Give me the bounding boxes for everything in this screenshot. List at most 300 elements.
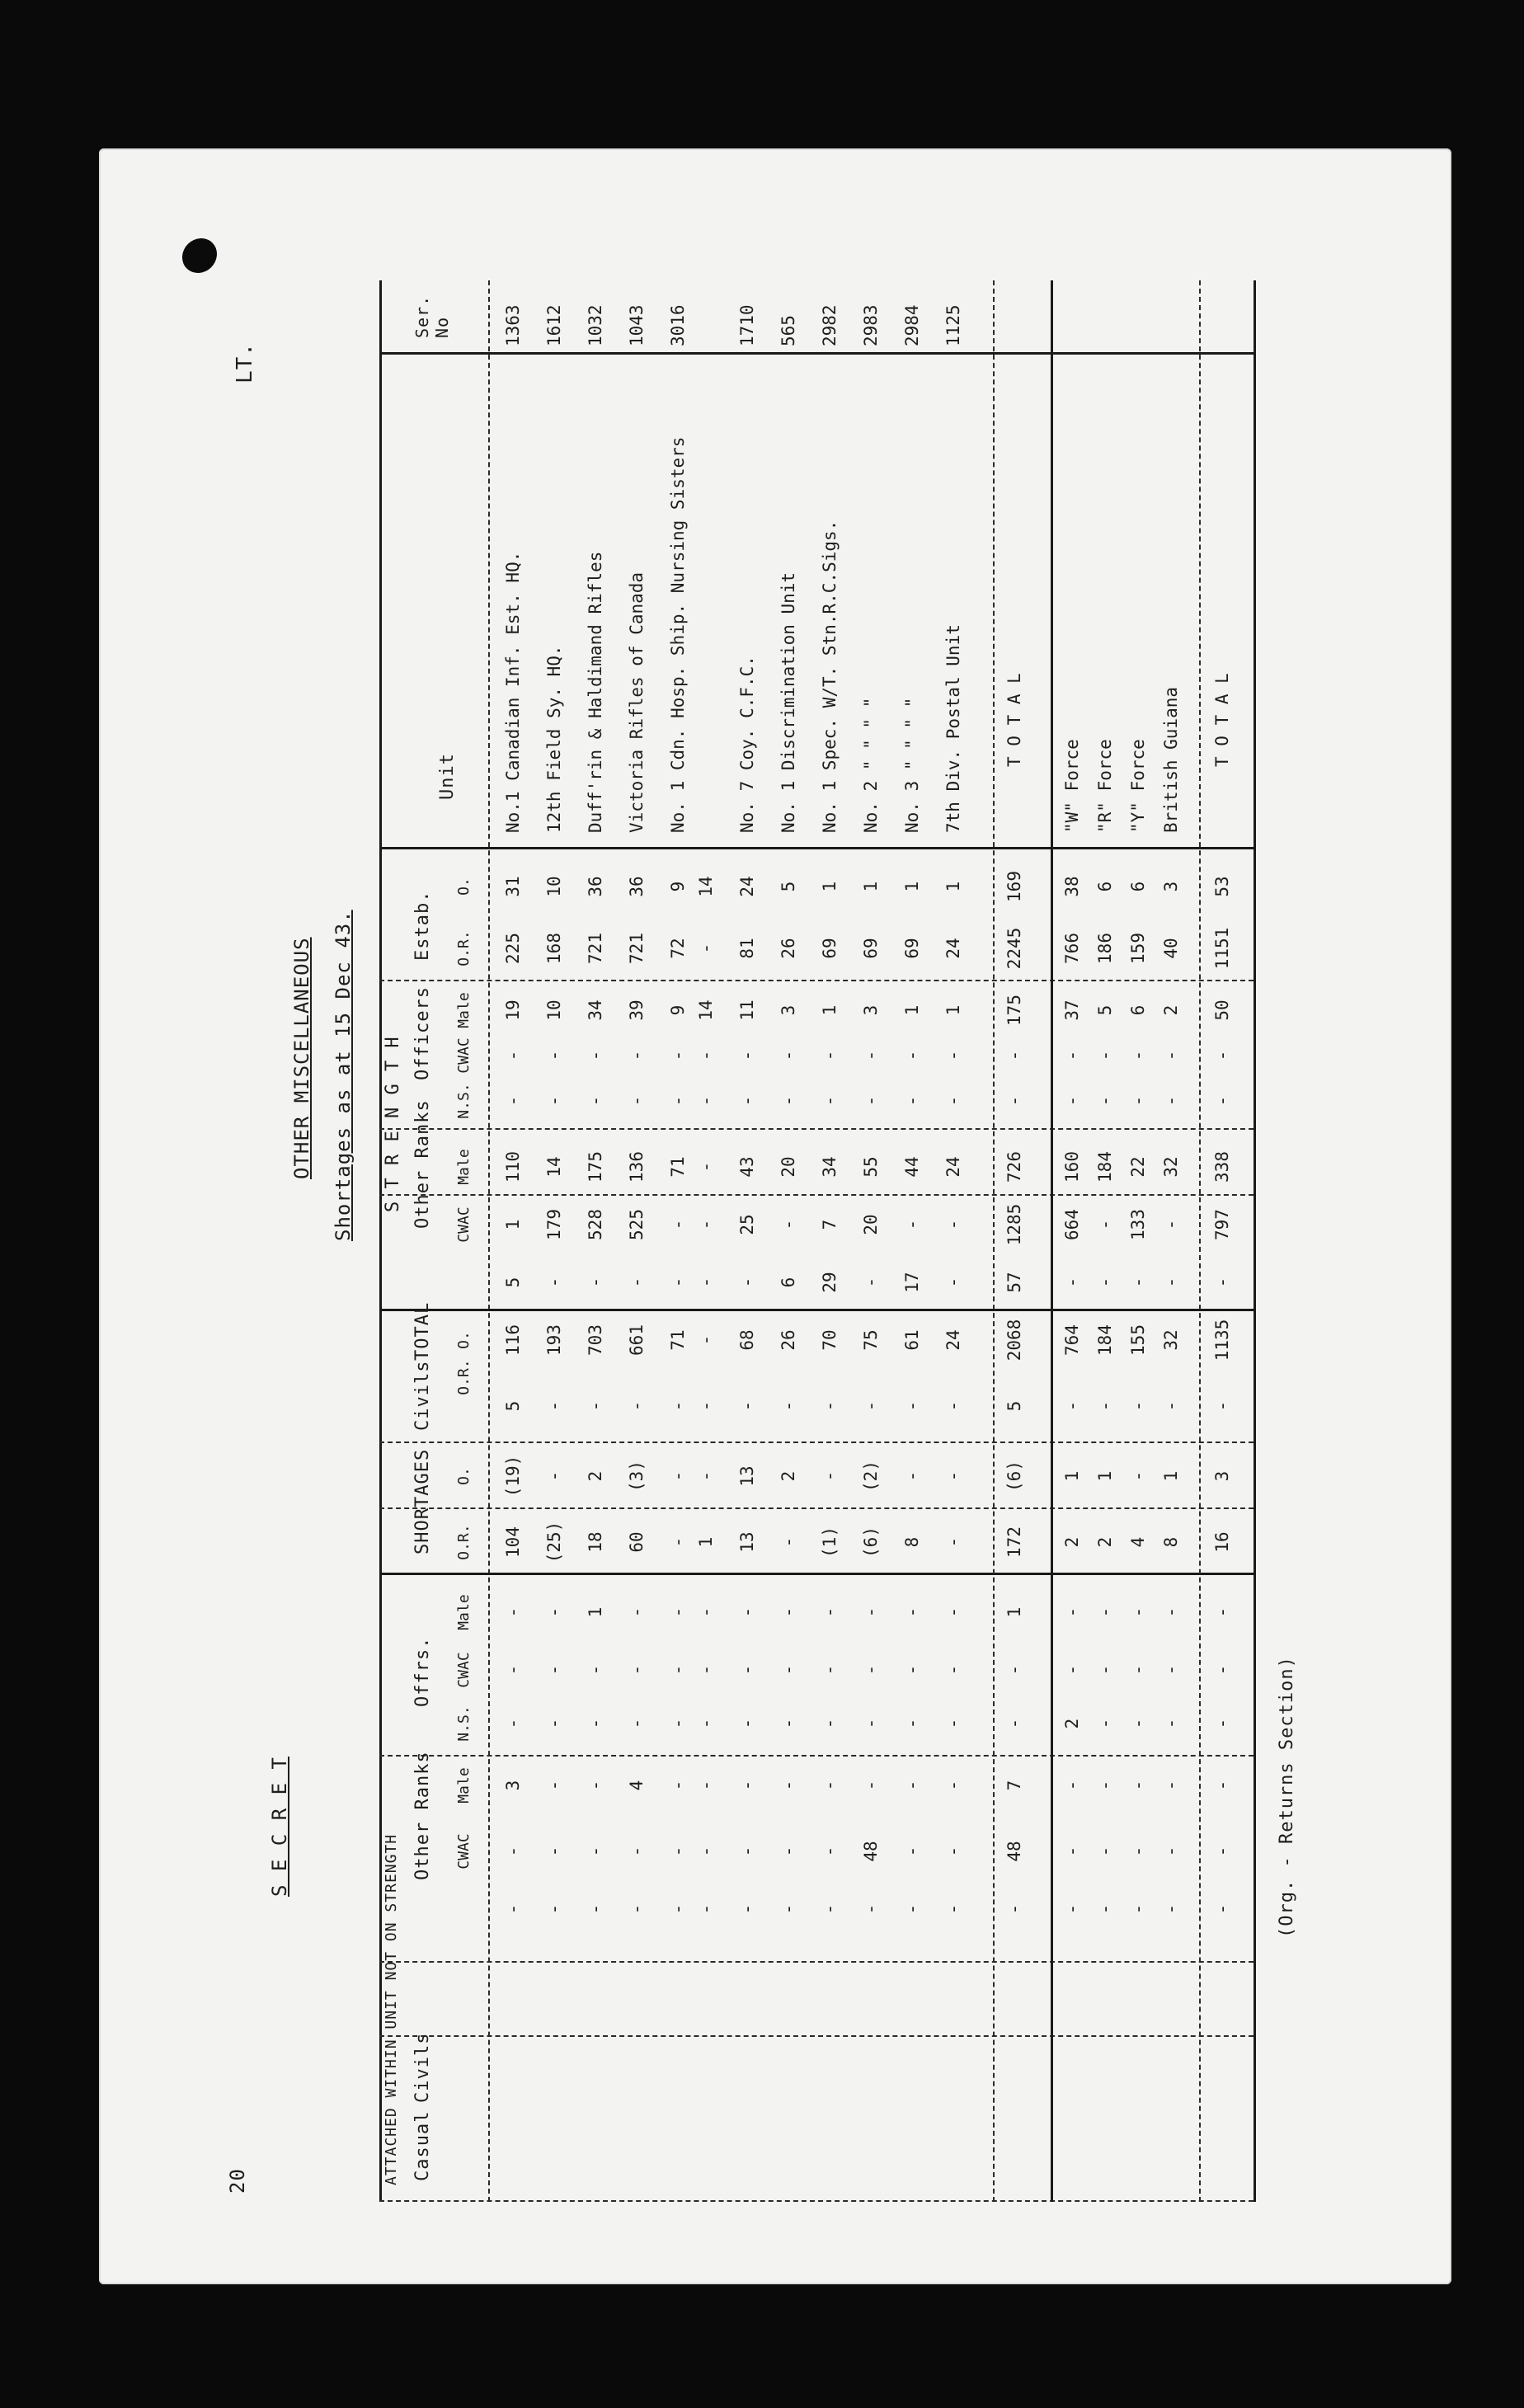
table-cell: 71 bbox=[668, 1329, 688, 1351]
table-cell: - bbox=[1095, 1400, 1115, 1412]
table-cell: - bbox=[696, 1277, 716, 1288]
table-cell: 1 bbox=[943, 881, 963, 892]
table-cell: - bbox=[544, 1903, 564, 1915]
table-cell: 2068 bbox=[1004, 1319, 1024, 1362]
table-cell: - bbox=[627, 1050, 647, 1061]
table-cell: - bbox=[696, 1780, 716, 1791]
table-cell: - bbox=[586, 1718, 605, 1729]
table-cell: 2 bbox=[778, 1470, 798, 1482]
table-cell: - bbox=[668, 1277, 688, 1288]
table-cell: - bbox=[1161, 1664, 1181, 1676]
table-cell: 2 bbox=[1161, 1004, 1181, 1016]
table-cell: 5 bbox=[503, 1400, 523, 1412]
table-cell: - bbox=[1212, 1606, 1232, 1618]
table-cell: - bbox=[1161, 1219, 1181, 1230]
table-cell: - bbox=[668, 1095, 688, 1107]
col-subheader: N.S. bbox=[455, 1083, 473, 1119]
table-cell: - bbox=[737, 1780, 757, 1791]
table-cell: 1 bbox=[820, 1004, 840, 1016]
unit-name: Duff'rin & Haldimand Rifles bbox=[586, 551, 605, 833]
table-cell: (2) bbox=[861, 1460, 881, 1492]
table-cell: 5 bbox=[1004, 1400, 1024, 1412]
table-cell: - bbox=[1095, 1664, 1115, 1676]
table-cell: - bbox=[1095, 1903, 1115, 1915]
table-cell: - bbox=[902, 1664, 922, 1676]
serial-number: 2983 bbox=[861, 304, 881, 346]
table-cell: (6) bbox=[1004, 1460, 1024, 1492]
table-cell: - bbox=[902, 1903, 922, 1915]
table-cell: 703 bbox=[586, 1324, 605, 1356]
table-cell: - bbox=[668, 1664, 688, 1676]
col-subheader: O.R. bbox=[455, 1359, 473, 1395]
table-cell: - bbox=[1062, 1095, 1082, 1107]
table-cell: 721 bbox=[586, 933, 605, 964]
table-cell: - bbox=[503, 1846, 523, 1857]
table-cell: 3 bbox=[1212, 1470, 1232, 1482]
serial-number: 1363 bbox=[503, 304, 523, 346]
serial-number: 1612 bbox=[544, 304, 564, 346]
corner-mark: LT. bbox=[233, 342, 257, 383]
page-number: 20 bbox=[226, 2168, 249, 2194]
table-cell: - bbox=[1161, 1718, 1181, 1729]
table-cell: 61 bbox=[902, 1329, 922, 1351]
table-cell: - bbox=[627, 1277, 647, 1288]
table-cell: - bbox=[503, 1050, 523, 1061]
table-cell: - bbox=[861, 1903, 881, 1915]
table-cell: 3 bbox=[1161, 881, 1181, 892]
table-cell: - bbox=[627, 1095, 647, 1107]
table-cell: - bbox=[668, 1780, 688, 1791]
table-cell: - bbox=[1128, 1095, 1148, 1107]
table-cell: - bbox=[1161, 1277, 1181, 1288]
table-cell: - bbox=[902, 1606, 922, 1618]
table-cell: - bbox=[1128, 1664, 1148, 1676]
table-cell: - bbox=[902, 1219, 922, 1230]
col-header-officers: Officers bbox=[412, 986, 433, 1080]
column-divider bbox=[379, 1442, 1254, 1443]
table-cell: - bbox=[1128, 1277, 1148, 1288]
col-subheader: N.S. bbox=[455, 1705, 473, 1742]
col-subheader: CWAC bbox=[455, 1833, 473, 1869]
table-cell: - bbox=[943, 1780, 963, 1791]
table-cell: 34 bbox=[586, 999, 605, 1021]
serial-number: 2984 bbox=[902, 304, 922, 346]
table-cell: - bbox=[861, 1780, 881, 1791]
table-cell: 133 bbox=[1128, 1209, 1148, 1240]
table-cell: - bbox=[943, 1536, 963, 1548]
unit-name: No. 3 " " " " bbox=[902, 697, 922, 833]
table-cell: - bbox=[503, 1664, 523, 1676]
unit-name: 12th Field Sy. HQ. bbox=[544, 645, 564, 833]
col-subheader: O. bbox=[455, 1467, 473, 1485]
table-cell: - bbox=[586, 1903, 605, 1915]
table-cell: 184 bbox=[1095, 1324, 1115, 1356]
unit-name: Victoria Rifles of Canada bbox=[627, 571, 647, 833]
table-cell: 661 bbox=[627, 1324, 647, 1356]
row-divider bbox=[993, 280, 995, 2202]
col-subheader: O. bbox=[455, 877, 473, 896]
page-footer: (Org. - Returns Section) bbox=[1277, 1656, 1297, 1938]
table-cell: - bbox=[737, 1050, 757, 1061]
total-label: T O T A L bbox=[1004, 673, 1024, 767]
serial-number: 2982 bbox=[820, 304, 840, 346]
table-cell: - bbox=[1212, 1846, 1232, 1857]
table-cell: - bbox=[1161, 1780, 1181, 1791]
serial-number: 1125 bbox=[943, 304, 963, 346]
table-cell: 17 bbox=[902, 1272, 922, 1293]
table-cell: 39 bbox=[627, 999, 647, 1021]
col-subheader: CWAC bbox=[455, 1206, 473, 1243]
table-cell: 664 bbox=[1062, 1209, 1082, 1240]
table-cell: - bbox=[737, 1664, 757, 1676]
table-cell: 6 bbox=[1128, 1004, 1148, 1016]
attached-group-header: ATTACHED WITHIN UNIT NOT ON STRENGTH bbox=[383, 1833, 400, 2185]
table-cell: - bbox=[943, 1219, 963, 1230]
table-cell: 5 bbox=[503, 1277, 523, 1288]
table-cell: 48 bbox=[861, 1841, 881, 1862]
serial-number: 565 bbox=[778, 315, 798, 346]
table-cell: 10 bbox=[544, 876, 564, 897]
table-cell: 55 bbox=[861, 1156, 881, 1178]
table-cell: 25 bbox=[737, 1214, 757, 1235]
table-cell: (1) bbox=[820, 1526, 840, 1558]
col-header-other-ranks: Other Ranks bbox=[412, 1099, 433, 1229]
table-cell: 169 bbox=[1004, 871, 1024, 902]
table-cell: - bbox=[1095, 1780, 1115, 1791]
table-cell: - bbox=[778, 1095, 798, 1107]
table-cell: 14 bbox=[696, 999, 716, 1021]
table-cell: 36 bbox=[586, 876, 605, 897]
table-cell: 2245 bbox=[1004, 927, 1024, 970]
force-name: "W" Force bbox=[1062, 739, 1082, 833]
table-cell: - bbox=[1095, 1050, 1115, 1061]
table-cell: 14 bbox=[544, 1156, 564, 1178]
table-cell: 172 bbox=[1004, 1526, 1024, 1558]
table-cell: - bbox=[696, 1718, 716, 1729]
table-cell: 6 bbox=[778, 1277, 798, 1288]
col-header-estab: Estab. bbox=[412, 890, 433, 961]
column-divider bbox=[379, 2200, 1254, 2202]
table-cell: - bbox=[820, 1718, 840, 1729]
column-divider bbox=[379, 1507, 1254, 1509]
col-header-serial: Ser. No bbox=[412, 294, 452, 338]
table-cell: - bbox=[544, 1664, 564, 1676]
table-cell: - bbox=[544, 1718, 564, 1729]
page-subtitle: Shortages as at 15 Dec 43. bbox=[332, 910, 355, 1241]
table-cell: 797 bbox=[1212, 1209, 1232, 1240]
col-header-unit: Unit bbox=[437, 753, 458, 800]
table-cell: - bbox=[1212, 1400, 1232, 1412]
unit-name: No. 2 " " " " bbox=[861, 697, 881, 833]
table-cell: 2 bbox=[1095, 1536, 1115, 1548]
table-cell: - bbox=[778, 1400, 798, 1412]
table-cell: - bbox=[1161, 1606, 1181, 1618]
table-cell: 13 bbox=[737, 1531, 757, 1553]
table-cell: 26 bbox=[778, 1329, 798, 1351]
table-cell: 13 bbox=[737, 1465, 757, 1487]
table-cell: 175 bbox=[586, 1151, 605, 1183]
table-cell: 72 bbox=[668, 938, 688, 959]
table-cell: - bbox=[943, 1050, 963, 1061]
table-cell: - bbox=[737, 1400, 757, 1412]
table-cell: - bbox=[1128, 1903, 1148, 1915]
table-cell: - bbox=[668, 1050, 688, 1061]
table-cell: 1 bbox=[861, 881, 881, 892]
table-cell: 8 bbox=[902, 1536, 922, 1548]
table-cell: - bbox=[1062, 1277, 1082, 1288]
table-cell: - bbox=[1004, 1664, 1024, 1676]
table-cell: - bbox=[943, 1903, 963, 1915]
table-cell: 2 bbox=[1062, 1536, 1082, 1548]
table-cell: 186 bbox=[1095, 933, 1115, 964]
table-cell: - bbox=[861, 1277, 881, 1288]
table-cell: - bbox=[668, 1400, 688, 1412]
table-cell: 179 bbox=[544, 1209, 564, 1240]
table-cell: 5 bbox=[778, 881, 798, 892]
table-cell: - bbox=[696, 943, 716, 954]
table-cell: 24 bbox=[943, 1329, 963, 1351]
table-cell: - bbox=[544, 1780, 564, 1791]
table-cell: - bbox=[1161, 1903, 1181, 1915]
table-cell: - bbox=[820, 1780, 840, 1791]
table-cell: 1 bbox=[503, 1219, 523, 1230]
table-cell: 29 bbox=[820, 1272, 840, 1293]
table-cell: - bbox=[1161, 1400, 1181, 1412]
table-cell: - bbox=[861, 1718, 881, 1729]
col-subheader: Male bbox=[455, 1767, 473, 1804]
table-cell: - bbox=[696, 1846, 716, 1857]
table-cell: 764 bbox=[1062, 1324, 1082, 1356]
table-cell: - bbox=[1062, 1050, 1082, 1061]
table-cell: 155 bbox=[1128, 1324, 1148, 1356]
serial-number: 1032 bbox=[586, 304, 605, 346]
column-divider bbox=[379, 352, 1254, 355]
table-cell: - bbox=[668, 1606, 688, 1618]
table-cell: - bbox=[586, 1664, 605, 1676]
table-cell: 1 bbox=[1062, 1470, 1082, 1482]
table-cell: 8 bbox=[1161, 1536, 1181, 1548]
table-cell: 69 bbox=[902, 938, 922, 959]
table-cell: - bbox=[586, 1277, 605, 1288]
table-cell: 1 bbox=[586, 1606, 605, 1618]
table-cell: - bbox=[778, 1219, 798, 1230]
col-header-att-other-ranks: Other Ranks bbox=[412, 1751, 433, 1880]
table-cell: - bbox=[668, 1846, 688, 1857]
col-header-shortages: SHORTAGES bbox=[412, 1448, 433, 1554]
table-cell: - bbox=[586, 1400, 605, 1412]
table-cell: - bbox=[1128, 1718, 1148, 1729]
table-cell: 22 bbox=[1128, 1156, 1148, 1178]
row-divider bbox=[1199, 280, 1201, 2202]
table-cell: 18 bbox=[586, 1531, 605, 1553]
table-cell: (6) bbox=[861, 1526, 881, 1558]
table-cell: 10 bbox=[544, 999, 564, 1021]
table-cell: - bbox=[1062, 1780, 1082, 1791]
table-cell: - bbox=[586, 1846, 605, 1857]
table-cell: - bbox=[696, 1903, 716, 1915]
table-cell: - bbox=[1128, 1780, 1148, 1791]
table-cell: - bbox=[544, 1846, 564, 1857]
table-cell: 40 bbox=[1161, 938, 1181, 959]
table-cell: - bbox=[696, 1400, 716, 1412]
table-cell: - bbox=[1128, 1470, 1148, 1482]
table-cell: - bbox=[902, 1718, 922, 1729]
table-cell: - bbox=[668, 1219, 688, 1230]
table-cell: - bbox=[943, 1277, 963, 1288]
table-cell: 110 bbox=[503, 1151, 523, 1183]
col-header-civils: Civils bbox=[412, 1360, 433, 1431]
table-cell: 69 bbox=[820, 938, 840, 959]
table-cell: 53 bbox=[1212, 876, 1232, 897]
table-cell: - bbox=[778, 1664, 798, 1676]
table-cell: - bbox=[544, 1277, 564, 1288]
table-cell: - bbox=[778, 1780, 798, 1791]
table-cell: - bbox=[1161, 1846, 1181, 1857]
unit-name: No. 1 Spec. W/T. Stn.R.C.Sigs. bbox=[820, 520, 840, 833]
table-cell: 528 bbox=[586, 1209, 605, 1240]
table-cell: 136 bbox=[627, 1151, 647, 1183]
table-cell: 31 bbox=[503, 876, 523, 897]
table-cell: - bbox=[943, 1718, 963, 1729]
table-cell: 32 bbox=[1161, 1156, 1181, 1178]
unit-name: No.1 Canadian Inf. Est. HQ. bbox=[503, 551, 523, 833]
table-cell: 24 bbox=[943, 1156, 963, 1178]
table-cell: - bbox=[696, 1334, 716, 1346]
table-cell: 81 bbox=[737, 938, 757, 959]
table-cell: - bbox=[943, 1400, 963, 1412]
table-cell: 57 bbox=[1004, 1272, 1024, 1293]
table-cell: - bbox=[1062, 1400, 1082, 1412]
table-cell: - bbox=[1062, 1903, 1082, 1915]
table-cell: 3 bbox=[861, 1004, 881, 1016]
rotated-table-sheet bbox=[226, 272, 1297, 2210]
table-cell: - bbox=[1212, 1780, 1232, 1791]
table-cell: 1 bbox=[696, 1536, 716, 1548]
table-cell: 68 bbox=[737, 1329, 757, 1351]
table-cell: - bbox=[503, 1606, 523, 1618]
table-cell: - bbox=[696, 1219, 716, 1230]
table-cell: - bbox=[737, 1903, 757, 1915]
table-cell: 525 bbox=[627, 1209, 647, 1240]
force-name: "Y" Force bbox=[1128, 739, 1148, 833]
table-cell: - bbox=[943, 1664, 963, 1676]
table-cell: 1 bbox=[902, 881, 922, 892]
table-cell: - bbox=[1095, 1095, 1115, 1107]
classification: S E C R E T bbox=[268, 1757, 291, 1897]
table-cell: (3) bbox=[627, 1460, 647, 1492]
col-header-total: TOTAL bbox=[412, 1301, 433, 1361]
table-cell: 104 bbox=[503, 1526, 523, 1558]
table-cell: - bbox=[1212, 1664, 1232, 1676]
table-cell: 6 bbox=[1128, 881, 1148, 892]
table-cell: - bbox=[1212, 1050, 1232, 1061]
table-cell: - bbox=[668, 1470, 688, 1482]
table-cell: 75 bbox=[861, 1329, 881, 1351]
unit-name: No. 1 Discrimination Unit bbox=[778, 571, 798, 833]
table-cell: 225 bbox=[503, 933, 523, 964]
serial-number: 1043 bbox=[627, 304, 647, 346]
table-cell: 37 bbox=[1062, 999, 1082, 1021]
table-cell: - bbox=[696, 1050, 716, 1061]
table-cell: 1151 bbox=[1212, 927, 1232, 970]
table-cell: - bbox=[737, 1277, 757, 1288]
table-cell: - bbox=[1095, 1219, 1115, 1230]
unit-name: 7th Div. Postal Unit bbox=[943, 624, 963, 833]
col-subheader: CWAC bbox=[455, 1652, 473, 1688]
table-cell: - bbox=[1212, 1718, 1232, 1729]
table-cell: - bbox=[902, 1050, 922, 1061]
table-cell: 3 bbox=[503, 1780, 523, 1791]
col-subheader: O.R. bbox=[455, 930, 473, 966]
table-cell: - bbox=[1128, 1606, 1148, 1618]
table-cell: - bbox=[1095, 1277, 1115, 1288]
table-cell: 116 bbox=[503, 1324, 523, 1356]
table-cell: - bbox=[820, 1903, 840, 1915]
table-cell: - bbox=[902, 1400, 922, 1412]
serial-number: 1710 bbox=[737, 304, 757, 346]
table-cell: - bbox=[586, 1095, 605, 1107]
table-cell: - bbox=[544, 1606, 564, 1618]
table-cell: - bbox=[902, 1780, 922, 1791]
force-name: British Guiana bbox=[1161, 686, 1181, 833]
table-cell: 11 bbox=[737, 999, 757, 1021]
table-cell: 32 bbox=[1161, 1329, 1181, 1351]
table-cell: 1 bbox=[943, 1004, 963, 1016]
table-cell: - bbox=[503, 1718, 523, 1729]
table-cell: - bbox=[1128, 1846, 1148, 1857]
col-header-att-casual: Casual bbox=[412, 2110, 433, 2181]
table-cell: - bbox=[902, 1846, 922, 1857]
table-cell: - bbox=[1212, 1903, 1232, 1915]
table-cell: 14 bbox=[696, 876, 716, 897]
table-cell: 6 bbox=[1095, 881, 1115, 892]
table-cell: - bbox=[696, 1095, 716, 1107]
table-cell: 44 bbox=[902, 1156, 922, 1178]
table-cell: 19 bbox=[503, 999, 523, 1021]
table-cell: - bbox=[820, 1470, 840, 1482]
table-cell: - bbox=[1161, 1050, 1181, 1061]
table-cell: - bbox=[627, 1400, 647, 1412]
table-cell: 34 bbox=[820, 1156, 840, 1178]
table-cell: - bbox=[668, 1718, 688, 1729]
table-cell: - bbox=[1128, 1400, 1148, 1412]
table-cell: - bbox=[902, 1470, 922, 1482]
table-cell: - bbox=[778, 1846, 798, 1857]
table-cell: 1 bbox=[1095, 1470, 1115, 1482]
table-cell: - bbox=[861, 1664, 881, 1676]
table-cell: 20 bbox=[861, 1214, 881, 1235]
table-cell: - bbox=[627, 1606, 647, 1618]
table-cell: - bbox=[943, 1095, 963, 1107]
table-cell: 9 bbox=[668, 1004, 688, 1016]
table-cell: - bbox=[544, 1470, 564, 1482]
col-subheader: O. bbox=[455, 1331, 473, 1349]
table-cell: 7 bbox=[820, 1219, 840, 1230]
table-cell: - bbox=[778, 1050, 798, 1061]
table-cell: - bbox=[1062, 1664, 1082, 1676]
col-subheader: O.R. bbox=[455, 1524, 473, 1560]
table-cell: 36 bbox=[627, 876, 647, 897]
table-cell: 1285 bbox=[1004, 1203, 1024, 1246]
table-cell: - bbox=[627, 1664, 647, 1676]
table-cell: - bbox=[627, 1718, 647, 1729]
table-cell: 2 bbox=[586, 1470, 605, 1482]
column-divider bbox=[379, 847, 1254, 849]
grand-total-label: T O T A L bbox=[1212, 673, 1232, 767]
table-cell: 70 bbox=[820, 1329, 840, 1351]
row-divider bbox=[1051, 280, 1053, 2202]
table-cell: 193 bbox=[544, 1324, 564, 1356]
